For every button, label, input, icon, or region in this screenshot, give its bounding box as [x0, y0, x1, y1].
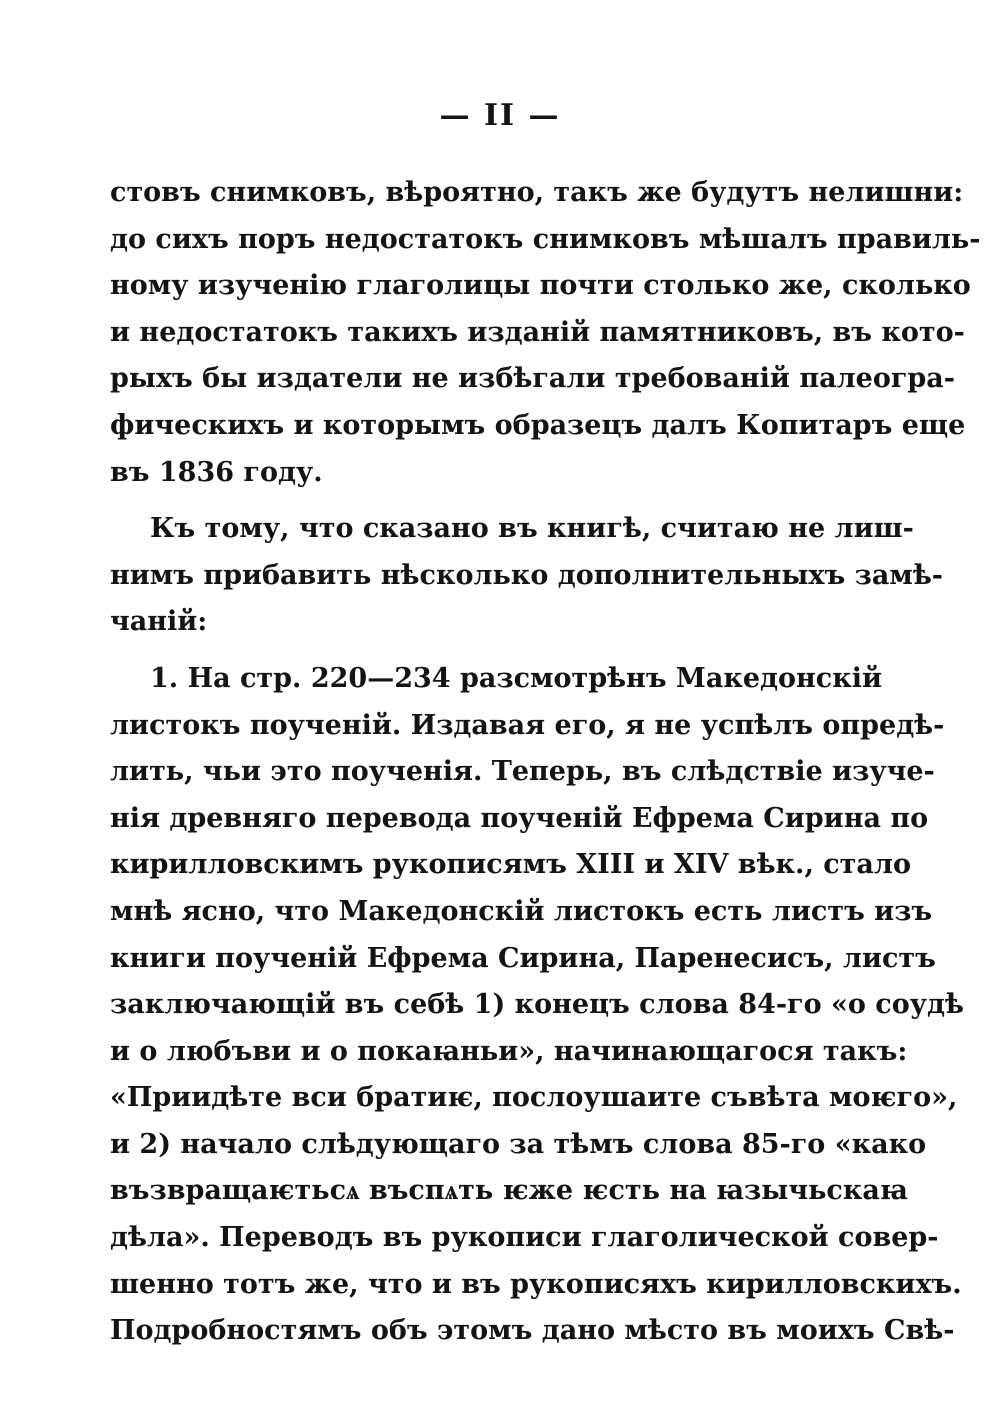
text-line: възвращаѥтьсѧ въспѧть ѥже ѥсть на ꙗзычьскаꙗ: [110, 1175, 908, 1207]
text-line: и недостатокъ такихъ изданій памятниковъ, въ кото-: [110, 316, 965, 348]
paragraph-1: [110, 170, 981, 496]
text-line: заключающій въ себѣ 1) конецъ слова 84-го «о соудѣ: [110, 989, 965, 1021]
text-line: кирилловскимъ рукописямъ XIII и XIV вѣк., стало: [110, 849, 911, 881]
text-line: 1. На стр. 220—234 разсмотрѣнъ Македонскій: [150, 662, 882, 694]
text-line: листокъ поученій. Издавая его, я не успѣлъ опредѣ-: [110, 709, 945, 741]
text-line: нимъ прибавить нѣсколько дополнительныхъ замѣ-: [110, 559, 944, 591]
text-line: шенно тотъ же, что и въ рукописяхъ кирилловскихъ.: [110, 1268, 962, 1300]
body-text: [110, 170, 981, 1355]
text-line: книги поученій Ефрема Сирина, Паренесисъ, листъ: [110, 942, 936, 974]
page-number-header: — II —: [439, 98, 561, 133]
text-line: фическихъ и которымъ образецъ далъ Копитаръ еще: [110, 409, 966, 441]
text-line: Къ тому, что сказано въ книгѣ, считаю не лиш-: [150, 513, 914, 545]
text-line: до сихъ поръ недостатокъ снимковъ мѣшалъ правиль-: [110, 223, 981, 255]
text-line: Подробностямъ объ этомъ дано мѣсто въ моихъ Свѣ-: [110, 1315, 955, 1347]
text-line: чаній:: [110, 606, 208, 638]
paragraph-2: [110, 506, 944, 646]
text-line: «Приидѣте вси братиѥ, послоушаите съвѣта моѥго»,: [110, 1082, 958, 1114]
text-line: лить, чьи это поученія. Теперь, въ слѣдствіе изуче-: [110, 756, 935, 788]
text-line: дѣла». Переводъ въ рукописи глаголической совер-: [110, 1222, 939, 1254]
text-line: нія древняго перевода поученій Ефрема Сирина по: [110, 802, 929, 834]
paragraph-3: [110, 656, 965, 1355]
text-line: ному изученію глаголицы почти столько же, сколько: [110, 270, 971, 302]
text-line: рыхъ бы издатели не избѣгали требованій палеогра-: [110, 363, 955, 395]
text-line: и 2) начало слѣдующаго за тѣмъ слова 85-го «како: [110, 1128, 927, 1160]
text-line: стовъ снимковъ, вѣроятно, такъ же будутъ нелишни:: [110, 177, 964, 208]
text-line: и о любъви и о покаꙗньи», начинающагося такъ:: [110, 1035, 908, 1067]
text-line: мнѣ ясно, что Македонскій листокъ есть листъ изъ: [110, 895, 933, 927]
text-line: въ 1836 году.: [110, 456, 323, 488]
